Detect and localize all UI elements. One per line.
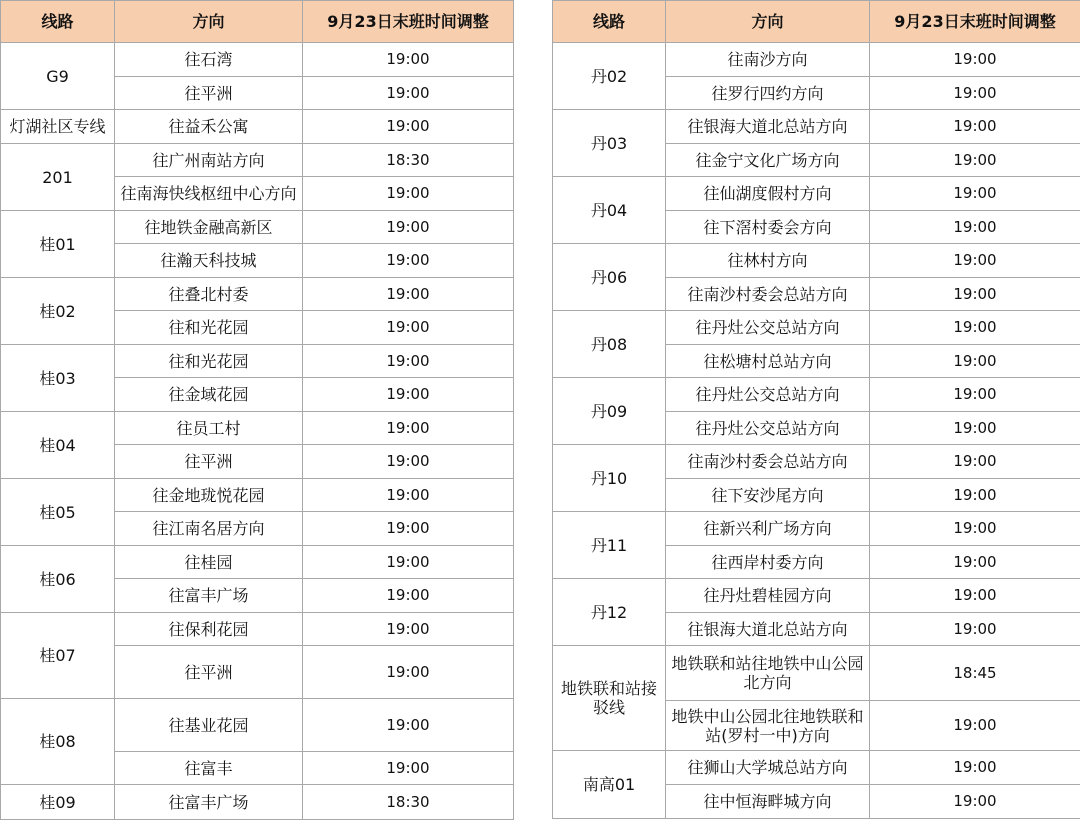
time-cell: 19:00 (303, 110, 514, 144)
time-cell: 18:30 (303, 785, 514, 820)
bus-schedule-table-left (0, 0, 514, 820)
line-cell: 201 (1, 144, 115, 211)
line-cell: 丹10 (553, 445, 666, 512)
table-body-left (1, 43, 514, 820)
direction-cell: 往和光花园 (115, 345, 303, 378)
direction-cell: 往新兴利广场方向 (666, 512, 870, 546)
line-cell: G9 (1, 43, 115, 110)
table-row (553, 751, 1080, 785)
direction-cell: 往下滘村委会方向 (666, 211, 870, 244)
direction-cell: 往南沙村委会总站方向 (666, 278, 870, 311)
header-direction: 方向 (115, 1, 303, 43)
direction-cell: 往金地珑悦花园 (115, 479, 303, 512)
time-cell: 19:00 (870, 144, 1080, 177)
time-cell: 19:00 (870, 378, 1080, 412)
time-cell: 19:00 (870, 613, 1080, 646)
table-row (1, 412, 514, 445)
direction-cell: 往丹灶公交总站方向 (666, 311, 870, 345)
line-cell: 桂09 (1, 785, 115, 820)
table-row (1, 699, 514, 752)
header-time: 9月23日末班时间调整 (870, 1, 1080, 43)
direction-cell: 往下安沙尾方向 (666, 479, 870, 512)
time-cell: 19:00 (303, 646, 514, 699)
direction-cell: 往叠北村委 (115, 278, 303, 311)
time-cell: 19:00 (870, 244, 1080, 278)
table-row (553, 378, 1080, 412)
line-cell: 桂02 (1, 278, 115, 345)
direction-cell: 往石湾 (115, 43, 303, 77)
time-cell: 19:00 (870, 512, 1080, 546)
line-cell: 丹06 (553, 244, 666, 311)
time-cell: 19:00 (870, 345, 1080, 378)
line-cell: 地铁联和站接驳线 (553, 646, 666, 751)
direction-cell: 往狮山大学城总站方向 (666, 751, 870, 785)
time-cell: 19:00 (303, 311, 514, 345)
header-direction: 方向 (666, 1, 870, 43)
time-cell: 19:00 (870, 546, 1080, 579)
direction-cell: 地铁中山公园北往地铁联和站(罗村一中)方向 (666, 701, 870, 751)
direction-cell: 往银海大道北总站方向 (666, 613, 870, 646)
time-cell: 18:45 (870, 646, 1080, 701)
table-row (1, 278, 514, 311)
table-row (553, 43, 1080, 77)
direction-cell: 往南沙村委会总站方向 (666, 445, 870, 479)
direction-cell: 往瀚天科技城 (115, 244, 303, 278)
line-cell: 桂04 (1, 412, 115, 479)
time-cell: 19:00 (870, 412, 1080, 445)
time-cell: 19:00 (303, 752, 514, 785)
header-row (553, 1, 1080, 43)
table-row (553, 177, 1080, 211)
table-row (1, 785, 514, 820)
direction-cell: 往罗行四约方向 (666, 77, 870, 110)
table-row (553, 512, 1080, 546)
table-row (1, 479, 514, 512)
table-row (1, 144, 514, 177)
time-cell: 19:00 (303, 177, 514, 211)
table-row (1, 345, 514, 378)
direction-cell: 往广州南站方向 (115, 144, 303, 177)
line-cell: 桂08 (1, 699, 115, 785)
direction-cell: 往松塘村总站方向 (666, 345, 870, 378)
line-cell: 桂07 (1, 613, 115, 699)
direction-cell: 往富丰广场 (115, 785, 303, 820)
time-cell: 19:00 (870, 701, 1080, 751)
table-row (553, 311, 1080, 345)
time-cell: 19:00 (303, 378, 514, 412)
time-cell: 19:00 (303, 43, 514, 77)
time-cell: 19:00 (303, 479, 514, 512)
direction-cell: 往南沙方向 (666, 43, 870, 77)
direction-cell: 往丹灶公交总站方向 (666, 412, 870, 445)
time-cell: 19:00 (303, 613, 514, 646)
table-row (553, 579, 1080, 613)
line-cell: 丹08 (553, 311, 666, 378)
table-row (553, 445, 1080, 479)
time-cell: 19:00 (870, 278, 1080, 311)
header-line: 线路 (553, 1, 666, 43)
line-cell: 丹12 (553, 579, 666, 646)
time-cell: 19:00 (870, 77, 1080, 110)
direction-cell: 地铁联和站往地铁中山公园北方向 (666, 646, 870, 701)
time-cell: 19:00 (870, 211, 1080, 244)
table-row (1, 43, 514, 77)
direction-cell: 往益禾公寓 (115, 110, 303, 144)
direction-cell: 往员工村 (115, 412, 303, 445)
time-cell: 19:00 (303, 77, 514, 110)
direction-cell: 往桂园 (115, 546, 303, 579)
table-row (1, 211, 514, 244)
table-row (1, 546, 514, 579)
line-cell: 丹02 (553, 43, 666, 110)
time-cell: 19:00 (303, 412, 514, 445)
line-cell: 丹09 (553, 378, 666, 445)
time-cell: 19:00 (303, 244, 514, 278)
direction-cell: 往富丰广场 (115, 579, 303, 613)
time-cell: 19:00 (870, 751, 1080, 785)
line-cell: 桂03 (1, 345, 115, 412)
direction-cell: 往丹灶碧桂园方向 (666, 579, 870, 613)
direction-cell: 往金域花园 (115, 378, 303, 412)
direction-cell: 往地铁金融高新区 (115, 211, 303, 244)
direction-cell: 往平洲 (115, 77, 303, 110)
time-cell: 19:00 (870, 445, 1080, 479)
time-cell: 19:00 (303, 345, 514, 378)
header-row (1, 1, 514, 43)
time-cell: 19:00 (870, 579, 1080, 613)
time-cell: 19:00 (303, 699, 514, 752)
line-cell: 桂06 (1, 546, 115, 613)
time-cell: 19:00 (870, 785, 1080, 819)
header-time: 9月23日末班时间调整 (303, 1, 514, 43)
direction-cell: 往仙湖度假村方向 (666, 177, 870, 211)
line-cell: 丹04 (553, 177, 666, 244)
time-cell: 19:00 (303, 278, 514, 311)
time-cell: 19:00 (870, 110, 1080, 144)
time-cell: 19:00 (870, 43, 1080, 77)
table-body-right (553, 43, 1080, 819)
direction-cell: 往林村方向 (666, 244, 870, 278)
direction-cell: 往平洲 (115, 445, 303, 479)
line-cell: 丹11 (553, 512, 666, 579)
direction-cell: 往中恒海畔城方向 (666, 785, 870, 819)
table-row (1, 613, 514, 646)
line-cell: 桂01 (1, 211, 115, 278)
direction-cell: 往和光花园 (115, 311, 303, 345)
time-cell: 19:00 (303, 579, 514, 613)
table-row (553, 110, 1080, 144)
time-cell: 19:00 (870, 177, 1080, 211)
direction-cell: 往南海快线枢纽中心方向 (115, 177, 303, 211)
direction-cell: 往金宁文化广场方向 (666, 144, 870, 177)
direction-cell: 往平洲 (115, 646, 303, 699)
direction-cell: 往银海大道北总站方向 (666, 110, 870, 144)
time-cell: 19:00 (303, 211, 514, 244)
line-cell: 灯湖社区专线 (1, 110, 115, 144)
table-row (553, 244, 1080, 278)
line-cell: 丹03 (553, 110, 666, 177)
direction-cell: 往基业花园 (115, 699, 303, 752)
time-cell: 18:30 (303, 144, 514, 177)
time-cell: 19:00 (303, 512, 514, 546)
header-line: 线路 (1, 1, 115, 43)
direction-cell: 往保利花园 (115, 613, 303, 646)
direction-cell: 往西岸村委方向 (666, 546, 870, 579)
table-row (1, 110, 514, 144)
line-cell: 桂05 (1, 479, 115, 546)
time-cell: 19:00 (303, 546, 514, 579)
line-cell: 南高01 (553, 751, 666, 819)
bus-schedule-table-right (552, 0, 1080, 819)
direction-cell: 往富丰 (115, 752, 303, 785)
direction-cell: 往江南名居方向 (115, 512, 303, 546)
direction-cell: 往丹灶公交总站方向 (666, 378, 870, 412)
time-cell: 19:00 (870, 479, 1080, 512)
time-cell: 19:00 (303, 445, 514, 479)
time-cell: 19:00 (870, 311, 1080, 345)
table-row (553, 646, 1080, 701)
